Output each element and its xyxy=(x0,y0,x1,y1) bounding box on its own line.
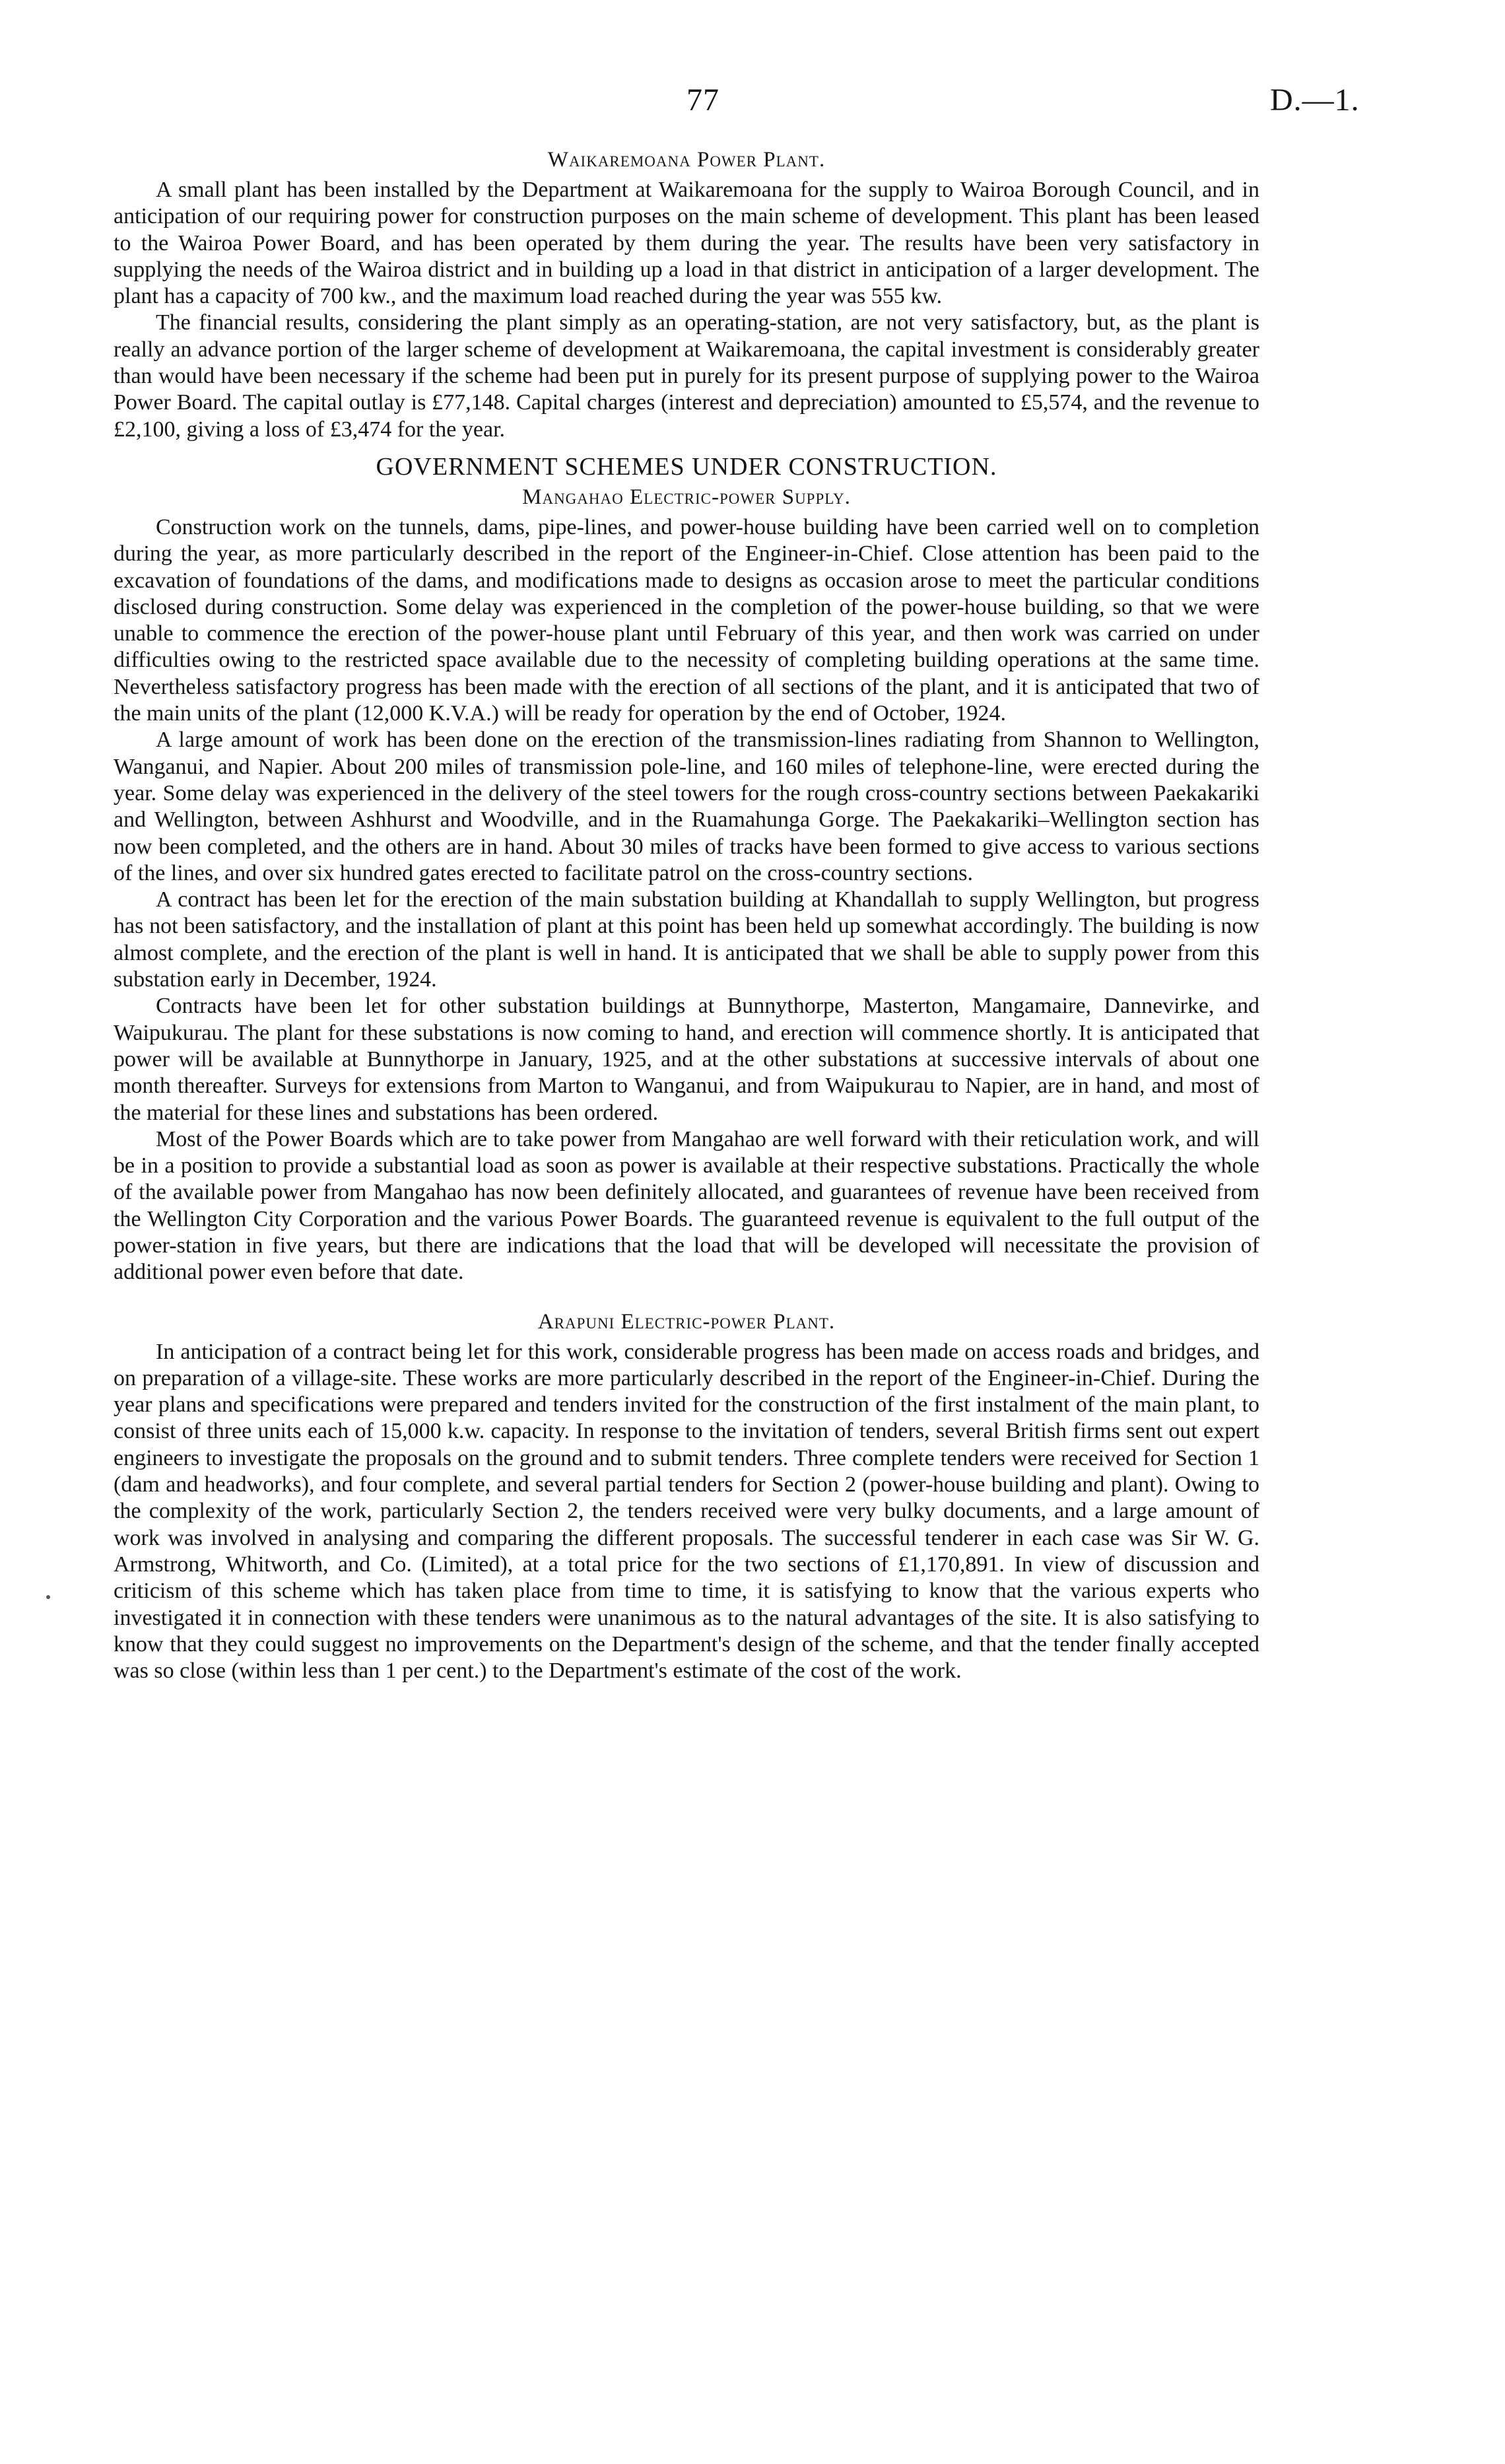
paragraph: The financial results, considering the plant simply as an operating-station, are not very satisfactory, but, as the plant is really an advance portion of the larger scheme of development at Waikaremoana, the capital investment is considerably greater than would have been necessary if the scheme had been put in purely for its present purpose of supplying power to the Wairoa Power Board. The capital outlay is £77,148. Capital charges (interest and depreciation) amounted to £5,574, and the revenue to £2,100, giving a loss of £3,474 for the year. xyxy=(114,310,1259,442)
paragraph: Construction work on the tunnels, dams, pipe-lines, and power-house building have been carried well on to completion during the year, as more particularly described in the report of the Engineer-in-Chief. Close attention has been paid to the excavation of foundations of the dams, and modifications made to designs as occasion arose to meet the particular conditions disclosed during construction. Some delay was experienced in the completion of the power-house building, so that we were unable to commence the erection of the power-house plant until February of this year, and then work was carried on under difficulties owing to the restricted space available due to the necessity of completing building operations at the same time. Nevertheless satisfactory progress has been made with the erection of all sections of the plant, and it is anticipated that two of the main units of the plant (12,000 K.V.A.) will be ready for operation by the end of October, 1924. xyxy=(114,514,1259,726)
section-title: Waikaremoana Power Plant. xyxy=(547,148,826,172)
section-arapuni xyxy=(114,1309,1259,1685)
page-number: 77 xyxy=(686,83,719,118)
section-mangahao xyxy=(114,452,1259,1286)
paragraph: In anticipation of a contract being let for this work, considerable progress has been made on access roads and bridges, and on preparation of a village-site. These works are more particularly described in the report of the Engineer-in-Chief. During the year plans and specifications were prepared and tenders invited for the construction of the first instalment of the main plant, to consist of three units each of 15,000 k.w. capacity. In response to the invitation of tenders, several British firms sent out expert engineers to investigate the proposals on the ground and to submit tenders. Three complete tenders were received for Section 1 (dam and headworks), and four complete, and several partial tenders for Section 2 (power-house building and plant). Owing to the complexity of the work, particularly Section 2, the tenders received were very bulky documents, and a large amount of work was involved in analysing and comparing the different proposals. The successful tenderer in each case was Sir W. G. Armstrong, Whitworth, and Co. (Limited), at a total price for the two sections of £1,170,891. In view of discussion and criticism of this scheme which has taken place from time to time, it is satisfying to know that the various experts who investigated it in connection with these tenders were unanimous as to the natural advantages of the site. It is also satisfying to know that they could suggest no improvements on the Department's design of the scheme, and that the tender finally accepted was so close (within less than 1 per cent.) to the Department's estimate of the cost of the work. xyxy=(114,1339,1259,1684)
main-heading: GOVERNMENT SCHEMES UNDER CONSTRUCTION. xyxy=(376,452,997,481)
section-title: Mangahao Electric-power Supply. xyxy=(522,485,851,509)
page-body xyxy=(114,147,1259,1684)
paragraph: Contracts have been let for other substation buildings at Bunnythorpe, Masterton, Mangamaire, Dannevirke, and Waipukurau. The plant for these substations is now coming to hand, and erection will commence shortly. It is anticipated that power will be available at Bunnythorpe in January, 1925, and at the other substations at successive intervals of about one month thereafter. Surveys for extensions from Marton to Wanganui, and from Waipukurau to Napier, are in hand, and most of the material for these lines and substations has been ordered. xyxy=(114,994,1259,1125)
paragraph: A contract has been let for the erection of the main substation building at Khandallah to supply Wellington, but progress has not been satisfactory, and the installation of plant at this point has been held up somewhat accordingly. The building is now almost complete, and the erection of the plant is well in hand. It is anticipated that we shall be able to supply power from this substation early in December, 1924. xyxy=(114,887,1259,992)
document-code: D.—1. xyxy=(1270,83,1360,118)
section-title: Arapuni Electric-power Plant. xyxy=(537,1309,836,1334)
paragraph: Most of the Power Boards which are to take power from Mangahao are well forward with their reticulation work, and will be in a position to provide a substantial load as soon as power is available at their respective substations. Practically the whole of the available power from Mangahao has now been definitely allocated, and guarantees of revenue have been received from the Wellington City Corporation and the various Power Boards. The guaranteed revenue is equivalent to the full output of the power-station in five years, but there are indications that the load that will be developed will necessitate the provision of additional power even before that date. xyxy=(114,1126,1259,1285)
paragraph: A small plant has been installed by the Department at Waikaremoana for the supply to Wairoa Borough Council, and in anticipation of our requiring power for construction purposes on the main scheme of development. This plant has been leased to the Wairoa Power Board, and has been operated by them during the year. The results have been very satisfactory in supplying the needs of the Wairoa district and in building up a load in that district in anticipation of a larger development. The plant has a capacity of 700 kw., and the maximum load reached during the year was 555 kw. xyxy=(114,178,1259,309)
section-waikaremoana xyxy=(114,147,1259,443)
paragraph: A large amount of work has been done on the erection of the transmission-lines radiating from Shannon to Wellington, Wanganui, and Napier. About 200 miles of transmission pole-line, and 160 miles of telephone-line, were erected during the year. Some delay was experienced in the delivery of the steel towers for the rough cross-country sections between Paekakariki and Wellington, between Ashhurst and Woodville, and in the Ruamahunga Gorge. The Paekakariki–Wellington section has now been completed, and the others are in hand. About 30 miles of tracks have been formed to give access to various sections of the lines, and over six hundred gates erected to facilitate patrol on the cross-country sections. xyxy=(114,728,1259,885)
margin-dot xyxy=(46,1595,50,1599)
